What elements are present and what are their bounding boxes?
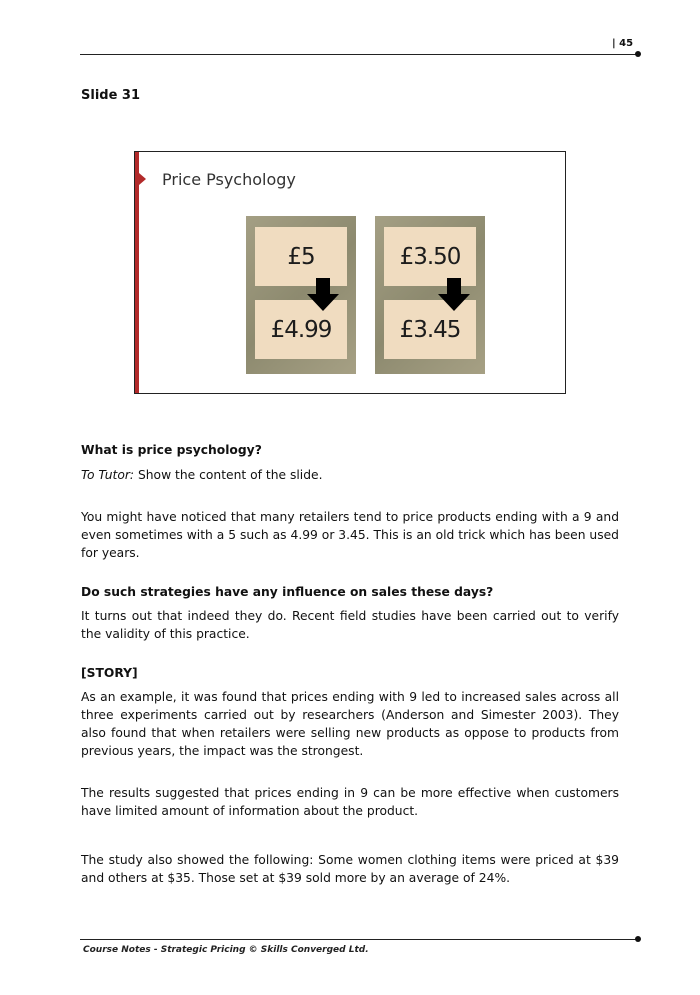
footer-text: Course Notes - Strategic Pricing © Skills Converged Ltd. bbox=[83, 945, 369, 955]
header-rule-dot bbox=[635, 51, 641, 57]
price-reduced: £3.45 bbox=[384, 300, 476, 359]
price-box-1 bbox=[246, 216, 356, 374]
body-content bbox=[81, 441, 619, 887]
slide-title: Price Psychology bbox=[162, 170, 296, 189]
question-heading: What is price psychology? bbox=[81, 443, 262, 457]
price-original: £3.50 bbox=[384, 227, 476, 286]
story-heading: [STORY] bbox=[81, 666, 138, 680]
slide-title-marker bbox=[139, 173, 146, 185]
price-box-2 bbox=[375, 216, 485, 374]
slide-red-bar bbox=[135, 152, 139, 393]
tutor-note bbox=[81, 466, 619, 484]
down-arrow-icon bbox=[437, 278, 471, 312]
paragraph: The study also showed the following: Some women clothing items were priced at $39 and others at $35. Those set at $39 sold more by an average of 24%. bbox=[81, 853, 619, 885]
question-heading: Do such strategies have any influence on sales these days? bbox=[81, 585, 494, 599]
price-reduced: £4.99 bbox=[255, 300, 347, 359]
paragraph: It turns out that indeed they do. Recent field studies have been carried out to verify the validity of this practice. bbox=[81, 609, 619, 641]
tutor-text: Show the content of the slide. bbox=[134, 468, 323, 482]
paragraph: You might have noticed that many retailers tend to price products ending with a 9 and even sometimes with a 5 such as 4.99 or 3.45. This is an old trick which has been used for years. bbox=[81, 510, 619, 560]
slide-label: Slide 31 bbox=[81, 88, 141, 103]
price-original: £5 bbox=[255, 227, 347, 286]
footer-rule-dot bbox=[635, 936, 641, 942]
paragraph: As an example, it was found that prices ending with 9 led to increased sales across all three experiments carried out by researchers (Anderson and Simester 2003). They also found that when retailers were selling new products as oppose to products from previous years, the impact was the strongest. bbox=[81, 690, 619, 758]
down-arrow-icon bbox=[306, 278, 340, 312]
tutor-prefix: To Tutor: bbox=[81, 468, 135, 482]
page-number: | 45 bbox=[612, 38, 634, 49]
slide-image bbox=[134, 151, 566, 394]
paragraph: The results suggested that prices ending in 9 can be more effective when customers have limited amount of information about the product. bbox=[81, 786, 619, 818]
footer-rule bbox=[80, 939, 637, 940]
header-rule bbox=[80, 54, 637, 55]
